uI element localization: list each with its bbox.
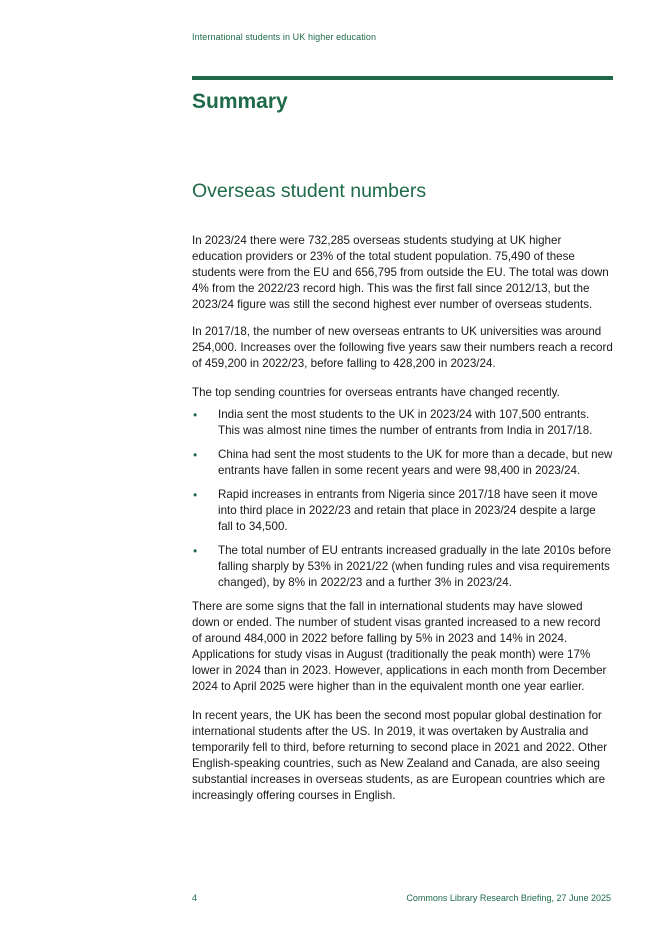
list-item-text: The total number of EU entrants increased gradually in the late 2010s before falling sharply by 53% in 2021/22 (when funding rules and visa requirements changed), by 8% in 2022/23 and a further 3% in 2023/24. bbox=[218, 544, 612, 589]
section-heading: Overseas student numbers bbox=[192, 180, 427, 202]
body-text bbox=[192, 233, 613, 815]
header-rule bbox=[192, 76, 613, 80]
list-item bbox=[192, 487, 613, 535]
page-number: 4 bbox=[192, 893, 198, 903]
bullet-marker: • bbox=[193, 488, 198, 502]
paragraph: In recent years, the UK has been the second most popular global destination for international students after the US. In 2019, it was overtaken by Australia and temporarily fell to third, before returning to second place in 2021 and 2022. Other English-speaking countries, such as New Zealand and Canada, are also seeing substantial increases in overseas students, as are European countries which are increasingly offering courses in English. bbox=[192, 709, 608, 802]
list-item-text: India sent the most students to the UK in 2023/24 with 107,500 entrants. This was almost nine times the number of entrants from India in 2017/18. bbox=[218, 408, 593, 437]
paragraph: In 2017/18, the number of new overseas entrants to UK universities was around 254,000. Increases over the following five years saw their numbers reach a record of 459,200 in 2022/23, before falling to 428,200 in 2023/24. bbox=[192, 325, 613, 370]
list-item-text: China had sent the most students to the UK for more than a decade, but new entrants have fallen in some recent years and were 98,400 in 2023/24. bbox=[218, 448, 613, 477]
list-item bbox=[192, 543, 613, 591]
bullet-marker: • bbox=[193, 408, 198, 422]
footer-citation: Commons Library Research Briefing, 27 June 2025 bbox=[406, 893, 611, 903]
paragraph: There are some signs that the fall in international students may have slowed down or ended. The number of student visas granted increased to a new record of around 484,000 in 2022 before falling by 5% in 2023 and 14% in 2024. Applications for study visas in August (traditionally the peak month) were 17% lower in 2024 than in 2023. However, applications in each month from December 2024 to April 2025 were higher than in the equivalent month one year earlier. bbox=[192, 600, 607, 693]
bullet-marker: • bbox=[193, 448, 198, 462]
bullet-list bbox=[192, 407, 613, 591]
list-item bbox=[192, 407, 613, 439]
running-header: International students in UK higher education bbox=[192, 32, 377, 42]
paragraph: In 2023/24 there were 732,285 overseas students studying at UK higher education providers or 23% of the total student population. 75,490 of these students were from the EU and 656,795 from outside the EU. The total was down 4% from the 2022/23 record high. This was the first fall since 2012/13, but the 2023/24 figure was still the second highest ever number of overseas students. bbox=[192, 234, 609, 311]
list-item-text: Rapid increases in entrants from Nigeria since 2017/18 have seen it move into third place in 2022/23 and retain that place in 2023/24 despite a large fall to 34,500. bbox=[218, 488, 598, 533]
summary-heading: Summary bbox=[192, 90, 288, 113]
paragraph: The top sending countries for overseas entrants have changed recently. bbox=[192, 386, 560, 399]
list-item bbox=[192, 447, 613, 479]
bullet-marker: • bbox=[193, 544, 198, 558]
